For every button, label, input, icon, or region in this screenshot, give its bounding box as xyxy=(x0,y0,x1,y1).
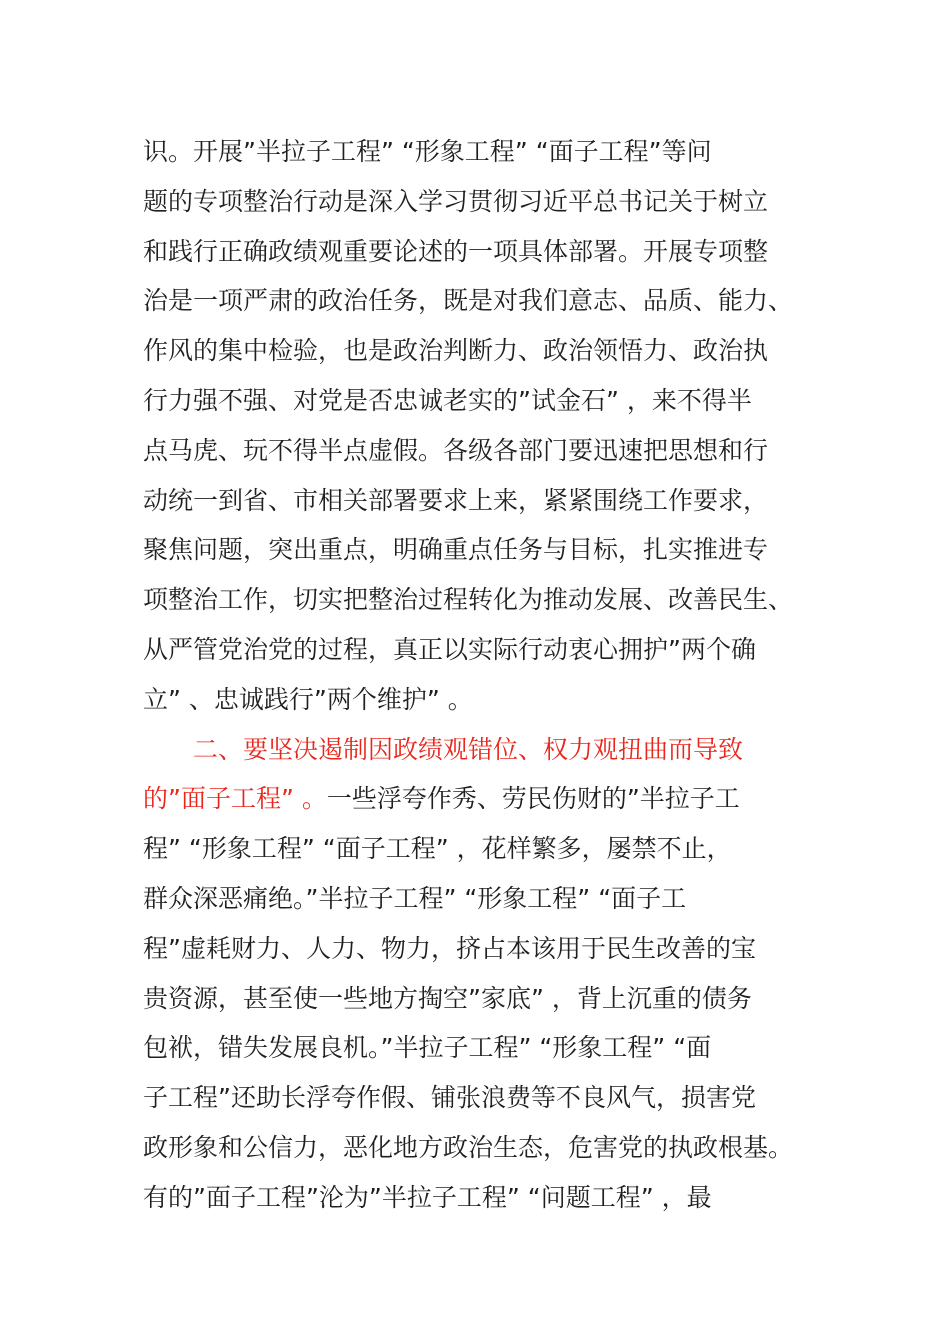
text-line: 作风的集中检验，也是政治判断力、政治领悟力、政治执 xyxy=(143,336,769,366)
text-line: 和践行正确政绩观重要论述的一项具体部署。开展专项整 xyxy=(143,236,769,266)
text-line: 动统一到省、市相关部署要求上来，紧紧围绕工作要求， xyxy=(143,485,769,515)
section-heading-end: 的”面子工程” 。 xyxy=(143,784,327,814)
text-line: 立” 、忠诚践行”两个维护” 。 xyxy=(143,684,473,714)
paragraph-2 xyxy=(143,725,803,1223)
document-body xyxy=(143,127,803,1223)
text-line: 贵资源，甚至使一些地方掏空”家底” ，背上沉重的债务 xyxy=(143,983,752,1013)
text-line: 程”虚耗财力、人力、物力，挤占本该用于民生改善的宝 xyxy=(143,933,756,963)
text-line: 包袱，错失发展良机。”半拉子工程” “形象工程” “面 xyxy=(143,1033,712,1063)
text-line: 政形象和公信力，恶化地方政治生态，危害党的执政根基。 xyxy=(143,1132,794,1162)
text-line: 从严管党治党的过程，真正以实际行动衷心拥护”两个确 xyxy=(143,634,756,664)
text-line: 群众深恶痛绝。”半拉子工程” “形象工程” “面子工 xyxy=(143,883,687,913)
text-line: 行力强不强、对党是否忠诚老实的”试金石” ，来不得半 xyxy=(143,385,752,415)
text-line: 识。开展”半拉子工程” “形象工程” “面子工程”等问 xyxy=(143,137,712,166)
text-line: 治是一项严肃的政治任务，既是对我们意志、品质、能力、 xyxy=(143,286,794,316)
text-line xyxy=(143,774,803,824)
text-line: 子工程”还助长浮夸作假、铺张浪费等不良风气，损害党 xyxy=(143,1083,756,1113)
text-line: 项整治工作，切实把整治过程转化为推动发展、改善民生、 xyxy=(143,585,794,615)
text-line: 聚焦问题，突出重点，明确重点任务与目标，扎实推进专 xyxy=(143,535,769,565)
text-line: 题的专项整治行动是深入学习贯彻习近平总书记关于树立 xyxy=(143,186,769,216)
text-line: 有的”面子工程”沦为”半拉子工程” “问题工程” ，最 xyxy=(143,1182,712,1212)
text-segment: 一些浮夸作秀、劳民伤财的”半拉子工 xyxy=(326,784,740,814)
paragraph-1 xyxy=(143,127,803,725)
text-line: 程” “形象工程” “面子工程” ，花样繁多，屡禁不止， xyxy=(143,834,732,864)
section-heading: 二、要坚决遏制因政绩观错位、权力观扭曲而导致 xyxy=(193,734,744,764)
text-line: 点马虎、玩不得半点虚假。各级各部门要迅速把思想和行 xyxy=(143,435,769,465)
